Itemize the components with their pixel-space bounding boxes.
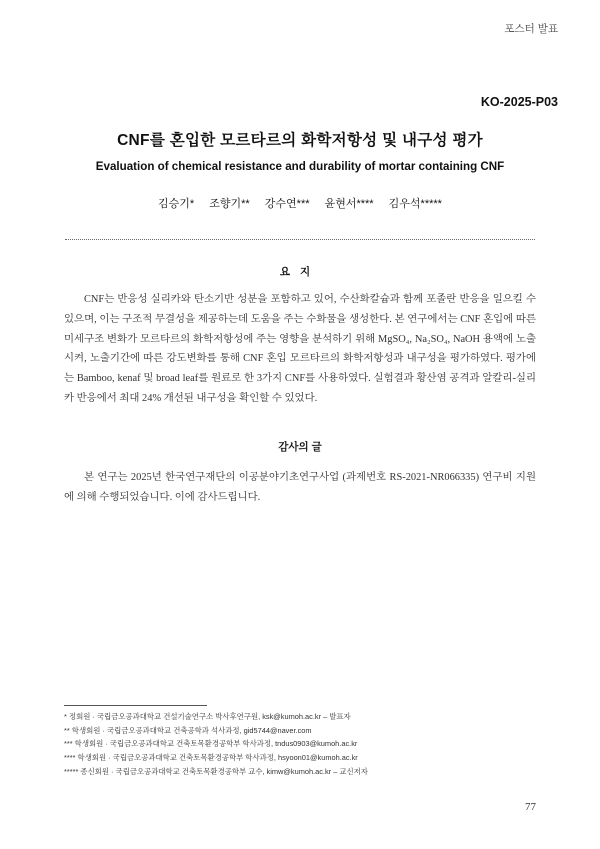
acknowledgement-body: 본 연구는 2025년 한국연구재단의 이공분야기초연구사업 (과제번호 RS-2021-NR066335) 연구비 지원에 의해 수행되었습니다. 이에 감사드립니다. (64, 472, 536, 503)
footnote-rule (64, 705, 207, 706)
footnote-list (64, 710, 536, 779)
author-name: 강수연*** (264, 198, 310, 210)
section-label: 포스터 발표 (504, 23, 558, 35)
author-list (0, 195, 600, 211)
dotted-divider (65, 239, 535, 240)
author-name: 윤현서**** (324, 198, 374, 210)
page-number: 77 (525, 801, 536, 813)
abstract-body: CNF는 반응성 실리카와 탄소기반 성분을 포함하고 있어, 수산화칼슘과 함께 포졸란 반응을 일으킬 수 있으며, 이는 구조적 무결성을 제공하는데 도움을 주는 수화물을 생성한다. 본 연구에서는 CNF 혼입에 따른 미세구조 변화가 모르타르의 화학저항성에 주는 영향을 분석하기 위해 MgSO₄, Na₂SO₄, NaOH 용액에 노출시켜, 노출기간에 따른 강도변화를 통해 CNF 혼입 모르타르의 화학저항성과 내구성을 평가하였다. 평가에는 Bamboo, kenaf 및 broad leaf를 원료로 한 3가지 CNF를 사용하였다. 실험결과 황산염 공격과 알칼리-실리카 반응에서 최대 24% 개선된 내구성을 확인할 수 있었다. (64, 294, 536, 404)
paper-code: KO-2025-P03 (480, 95, 558, 109)
footnote-item: * 정회원 · 국립금오공과대학교 건설기술연구소 박사후연구원, ksk@kumoh.ac.kr – 발표자 (64, 712, 351, 721)
acknowledgement-heading: 감사의 글 (278, 441, 322, 453)
author-name: 김승기* (158, 198, 195, 210)
footnote-item: ***** 종신회원 · 국립금오공과대학교 건축토목환경공학부 교수, kimw@kumoh.ac.kr – 교신저자 (64, 766, 368, 776)
title-english: Evaluation of chemical resistance and durability of mortar containing CNF (95, 160, 505, 173)
title-korean: CNF를 혼입한 모르타르의 화학저항성 및 내구성 평가 (117, 132, 483, 149)
author-name: 조향기** (209, 198, 250, 210)
abstract-heading: 요지 (279, 266, 321, 278)
footnote-item: *** 학생회원 · 국립금오공과대학교 건축토목환경공학부 학사과정, tndus0903@kumoh.ac.kr (64, 739, 358, 749)
footnote-item: ** 학생회원 · 국립금오공과대학교 건축공학과 석사과정, gid5744@naver.com (64, 725, 312, 735)
footnote-item: **** 학생회원 · 국립금오공과대학교 건축토목환경공학부 학사과정, hsyoon01@kumoh.ac.kr (64, 753, 358, 763)
author-name: 김우석***** (388, 198, 442, 210)
